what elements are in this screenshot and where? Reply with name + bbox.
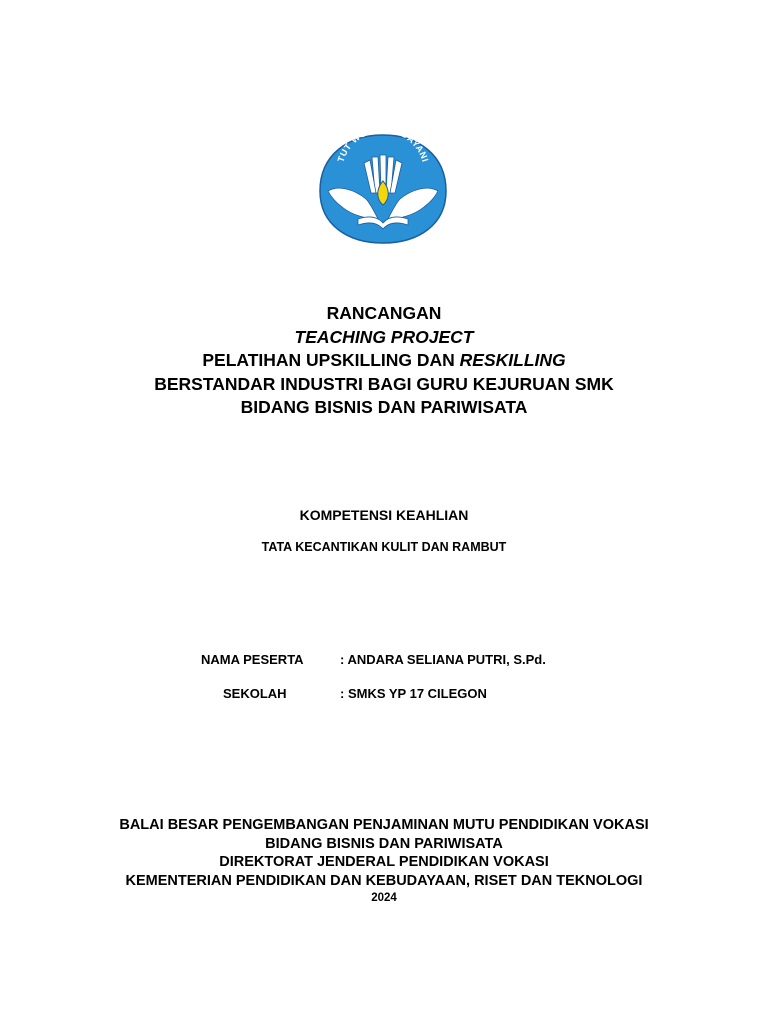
institution-line-2: BIDANG BISNIS DAN PARIWISATA [265, 835, 503, 852]
competency-value: TATA KECANTIKAN KULIT DAN RAMBUT [261, 540, 507, 554]
title-line-5: BIDANG BISNIS DAN PARIWISATA [240, 397, 528, 417]
participant-name-value: : ANDARA SELIANA PUTRI, S.Pd. [340, 652, 546, 667]
title-line-3-italic: RESKILLING [459, 350, 566, 370]
tut-wuri-handayani-logo-icon [318, 133, 448, 245]
title-line-3 [0, 349, 768, 373]
participant-name-label: NAMA PESERTA [201, 652, 304, 667]
title-line-3-prefix: PELATIHAN UPSKILLING DAN [202, 350, 460, 370]
school-label: SEKOLAH [223, 686, 287, 701]
institution-line-3: DIREKTORAT JENDERAL PENDIDIKAN VOKASI [219, 854, 549, 870]
title-line-1: RANCANGAN [326, 303, 442, 323]
institution-line-4: KEMENTERIAN PENDIDIKAN DAN KEBUDAYAAN, RISET DAN TEKNOLOGI [125, 872, 643, 889]
title-line-4: BERSTANDAR INDUSTRI BAGI GURU KEJURUAN SMK [154, 373, 614, 394]
document-title [0, 302, 768, 420]
competency-heading: KOMPETENSI KEAHLIAN [299, 507, 469, 523]
institution-line-1: BALAI BESAR PENGEMBANGAN PENJAMINAN MUTU PENDIDIKAN VOKASI [119, 817, 649, 833]
document-year: 2024 [371, 892, 397, 904]
institution-footer [0, 816, 768, 906]
title-line-2: TEACHING PROJECT [294, 326, 474, 347]
logo-motto-text: TUT WU DAYANI [335, 133, 431, 164]
school-value: : SMKS YP 17 CILEGON [340, 686, 487, 701]
